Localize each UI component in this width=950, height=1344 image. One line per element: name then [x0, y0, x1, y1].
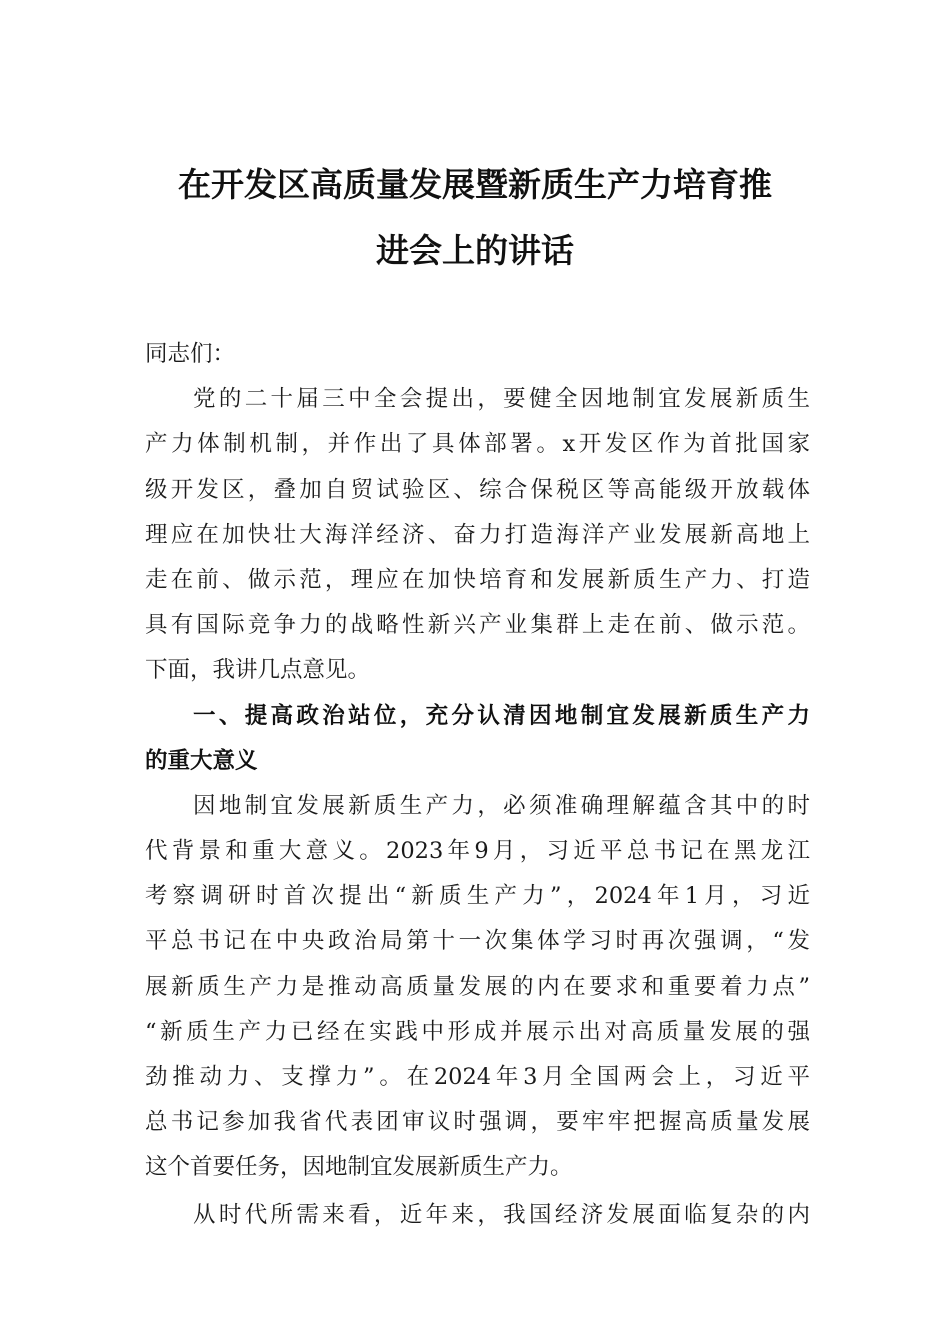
paragraph-line: 理应在加快壮大海洋经济、奋力打造海洋产业发展新高地上	[145, 521, 810, 548]
paragraph-line: 因地制宜发展新质生产力，必须准确理解蕴含其中的时	[193, 792, 810, 819]
paragraph-line: 党的二十届三中全会提出，要健全因地制宜发展新质生	[193, 386, 810, 413]
paragraph-line: 考察调研时首次提出“新质生产力”，2024年1月，习近	[145, 883, 810, 910]
paragraph-line: 展新质生产力是推动高质量发展的内在要求和重要着力点”	[145, 973, 810, 1000]
document-body	[145, 332, 810, 1238]
title-line-1: 在开发区高质量发展暨新质生产力培育推	[178, 165, 772, 204]
paragraph-line: 劲推动力、支撑力”。在2024年3月全国两会上，习近平	[145, 1064, 810, 1090]
heading-line: 的重大意义	[145, 747, 258, 774]
paragraph-line: 这个首要任务，因地制宜发展新质生产力。	[145, 1154, 573, 1181]
paragraph-line: 平总书记在中央政治局第十一次集体学习时再次强调，“发	[145, 928, 810, 955]
paragraph-era-needs	[145, 1193, 810, 1238]
paragraph-line: 产力体制机制，并作出了具体部署。x开发区作为首批国家	[145, 431, 810, 458]
paragraph-line: 从时代所需来看，近年来，我国经济发展面临复杂的内	[193, 1201, 810, 1228]
paragraph-line: 级开发区，叠加自贸试验区、综合保税区等高能级开放载体	[145, 476, 810, 503]
paragraph-significance	[145, 784, 810, 1191]
paragraph-line: 总书记参加我省代表团审议时强调，要牢牢把握高质量发展	[145, 1109, 810, 1136]
paragraph-line: “新质生产力已经在实践中形成并展示出对高质量发展的强	[145, 1018, 810, 1045]
title-line-2: 进会上的讲话	[376, 231, 574, 270]
document-title	[145, 152, 805, 284]
paragraph-line: 走在前、做示范，理应在加快培育和发展新质生产力、打造	[145, 566, 810, 593]
section-heading-1	[145, 694, 810, 784]
paragraph-line: 代背景和重大意义。2023年9月，习近平总书记在黑龙江	[145, 838, 810, 865]
paragraph-line: 下面，我讲几点意见。	[145, 657, 371, 684]
salutation: 同志们：	[145, 341, 236, 367]
paragraph-intro	[145, 377, 810, 693]
heading-line: 一、提高政治站位，充分认清因地制宜发展新质生产力	[193, 702, 810, 729]
paragraph-line: 具有国际竞争力的战略性新兴产业集群上走在前、做示范。	[145, 612, 810, 639]
